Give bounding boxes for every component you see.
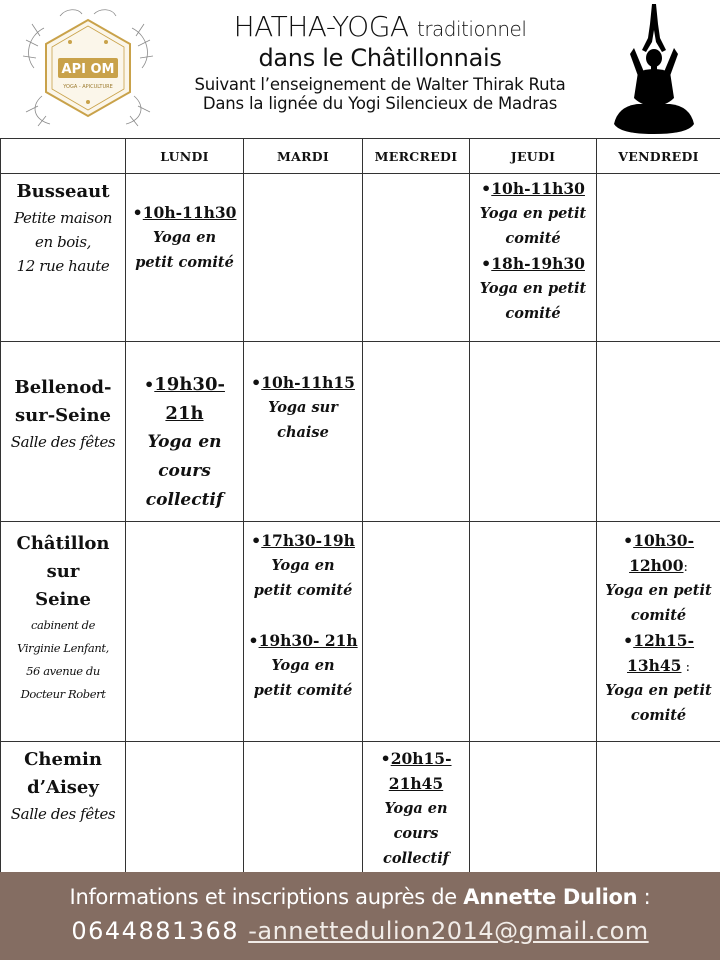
schedule-cell (470, 742, 597, 874)
slot-time: 10h-11h30 (491, 179, 585, 198)
location-address: 12 rue haute (16, 257, 110, 275)
location-name: sur-Seine (14, 405, 111, 426)
slot-time: 10h30- (633, 531, 695, 550)
subtitle-1: Suivant l’enseignement de Walter Thirak Ruta (194, 75, 566, 94)
slot-description: collectif (145, 490, 224, 510)
location-address: Virginie Lenfant, (17, 641, 109, 655)
schedule-cell (470, 522, 597, 742)
schedule-cell (126, 342, 244, 522)
title-main: HATHA-YOGA (233, 10, 409, 43)
location-cell (1, 522, 126, 742)
schedule-cell (470, 174, 597, 342)
table-row (1, 522, 720, 742)
time-slot: •12h15- 13h45 : Yoga en petit comité (597, 628, 720, 728)
slot-description: petit comité (253, 582, 353, 599)
slot-description: Yoga en petit (605, 582, 712, 599)
schedule-cell (597, 742, 720, 874)
location-name: Bellenod- (14, 377, 112, 398)
slot-time: 19h30- 21h (258, 631, 358, 650)
slot-description: Yoga en (152, 229, 217, 246)
slot-description: comité (505, 305, 561, 322)
schedule-cell (597, 522, 720, 742)
day-header: MARDI (244, 139, 363, 174)
table-row (1, 342, 720, 522)
slot-description: Yoga en (271, 657, 335, 674)
location-address: 56 avenue du (26, 664, 100, 678)
location-address: Salle des fêtes (10, 433, 116, 451)
slot-time: 10h-11h30 (142, 203, 237, 222)
slot-time-suffix: : (683, 560, 688, 575)
contact-name: Annette Dulion (463, 885, 638, 909)
slot-time: 12h00 (629, 556, 684, 575)
footer-info-line (0, 884, 720, 910)
slot-description: petit comité (135, 254, 234, 271)
day-header: LUNDI (126, 139, 244, 174)
schedule-cell (363, 742, 470, 874)
slot-description: comité (630, 707, 687, 724)
schedule-cell (597, 174, 720, 342)
slot-time: 13h45 (627, 656, 682, 675)
location-name: d’Aisey (27, 777, 99, 798)
slot-description: petit comité (253, 682, 353, 699)
location-name: Seine (35, 589, 91, 610)
slot-description: Yoga en petit (479, 280, 587, 297)
schedule-cell (126, 742, 244, 874)
logo-subtext: YOGA - APICULTURE (63, 84, 113, 90)
time-slot: •17h30-19h Yoga en petit comité (244, 528, 362, 603)
slot-description: Yoga en petit (479, 205, 587, 222)
header (0, 0, 720, 138)
slot-description: Yoga en (147, 432, 222, 452)
api-om-logo (20, 6, 156, 130)
footer-contact-line (0, 914, 720, 948)
time-slot: •10h-11h15 Yoga sur chaise (244, 370, 362, 445)
schedule-cell (244, 174, 363, 342)
schedule-cell (244, 342, 363, 522)
slot-description: Yoga en (271, 557, 335, 574)
day-header: VENDREDI (597, 139, 720, 174)
yoga-silhouette-icon (608, 2, 700, 136)
schedule-cell (363, 174, 470, 342)
location-name: Chemin (24, 749, 102, 770)
schedule-cell (470, 342, 597, 522)
slot-description: cours (393, 825, 439, 842)
slot-time: 21h45 (388, 774, 444, 793)
location-address: Docteur Robert (20, 687, 106, 701)
time-slot: •19h30- 21h Yoga en cours collectif (126, 370, 243, 515)
location-address: Salle des fêtes (10, 805, 116, 823)
location-address: cabinent de (31, 618, 95, 632)
header-empty (1, 139, 126, 174)
table-row (1, 742, 720, 874)
slot-description: collectif (382, 850, 449, 867)
slot-time: 12h15- (633, 631, 695, 650)
footer-info-suffix: : (637, 885, 651, 909)
time-slot: •10h-11h30 Yoga en petit comité (470, 176, 596, 251)
location-name: Châtillon (16, 533, 110, 554)
location-address: Petite maison (14, 209, 112, 227)
email-link[interactable]: -annettedulion2014@gmail.com (248, 917, 649, 945)
day-header: JEUDI (470, 139, 597, 174)
slot-description: Yoga sur (268, 399, 338, 416)
slot-description: Yoga en (384, 800, 448, 817)
schedule-cell (126, 174, 244, 342)
time-slot: •10h30- 12h00: Yoga en petit comité (597, 528, 720, 628)
title-suffix: traditionnel (416, 17, 527, 41)
schedule-cell (126, 522, 244, 742)
title-line2: dans le Châtillonnais (258, 44, 502, 72)
table-row (1, 174, 720, 342)
table-header-row (1, 139, 720, 174)
schedule-cell (363, 522, 470, 742)
day-header: MERCREDI (363, 139, 470, 174)
slot-description: cours (158, 461, 211, 481)
schedule-cell (244, 742, 363, 874)
location-cell (1, 174, 126, 342)
time-slot: •10h-11h30 Yoga en petit comité (126, 200, 243, 275)
slot-description: chaise (277, 424, 329, 441)
location-cell (1, 742, 126, 874)
time-slot: •19h30- 21h Yoga en petit comité (244, 628, 362, 703)
subtitle-2: Dans la lignée du Yogi Silencieux de Madras (202, 94, 558, 113)
location-cell (1, 342, 126, 522)
time-slot: •20h15- 21h45 Yoga en cours collectif (363, 746, 469, 871)
logo-text: API OM (61, 62, 115, 77)
slot-description: comité (630, 607, 687, 624)
footer (0, 872, 720, 960)
schedule-cell (597, 342, 720, 522)
schedule-table (0, 138, 720, 874)
location-name: sur (46, 561, 80, 582)
slot-time: 17h30-19h (261, 531, 355, 550)
slot-description: Yoga en petit (605, 682, 712, 699)
title-block (160, 12, 600, 113)
location-name: Busseaut (16, 181, 110, 202)
slot-time: 21h (165, 403, 204, 424)
footer-info-prefix: Informations et inscriptions auprès de (69, 885, 457, 909)
slot-time-suffix: : (681, 660, 690, 675)
slot-time: 18h-19h30 (491, 254, 585, 273)
schedule-cell (244, 522, 363, 742)
slot-time: 20h15- (390, 749, 452, 768)
title-line1 (160, 12, 600, 44)
phone-number: 0644881368 (71, 917, 240, 945)
time-slot: •18h-19h30 Yoga en petit comité (470, 251, 596, 326)
schedule-cell (363, 342, 470, 522)
slot-time: 19h30- (154, 374, 225, 395)
slot-time: 10h-11h15 (261, 373, 355, 392)
location-address: en bois, (34, 233, 91, 251)
slot-description: comité (505, 230, 561, 247)
